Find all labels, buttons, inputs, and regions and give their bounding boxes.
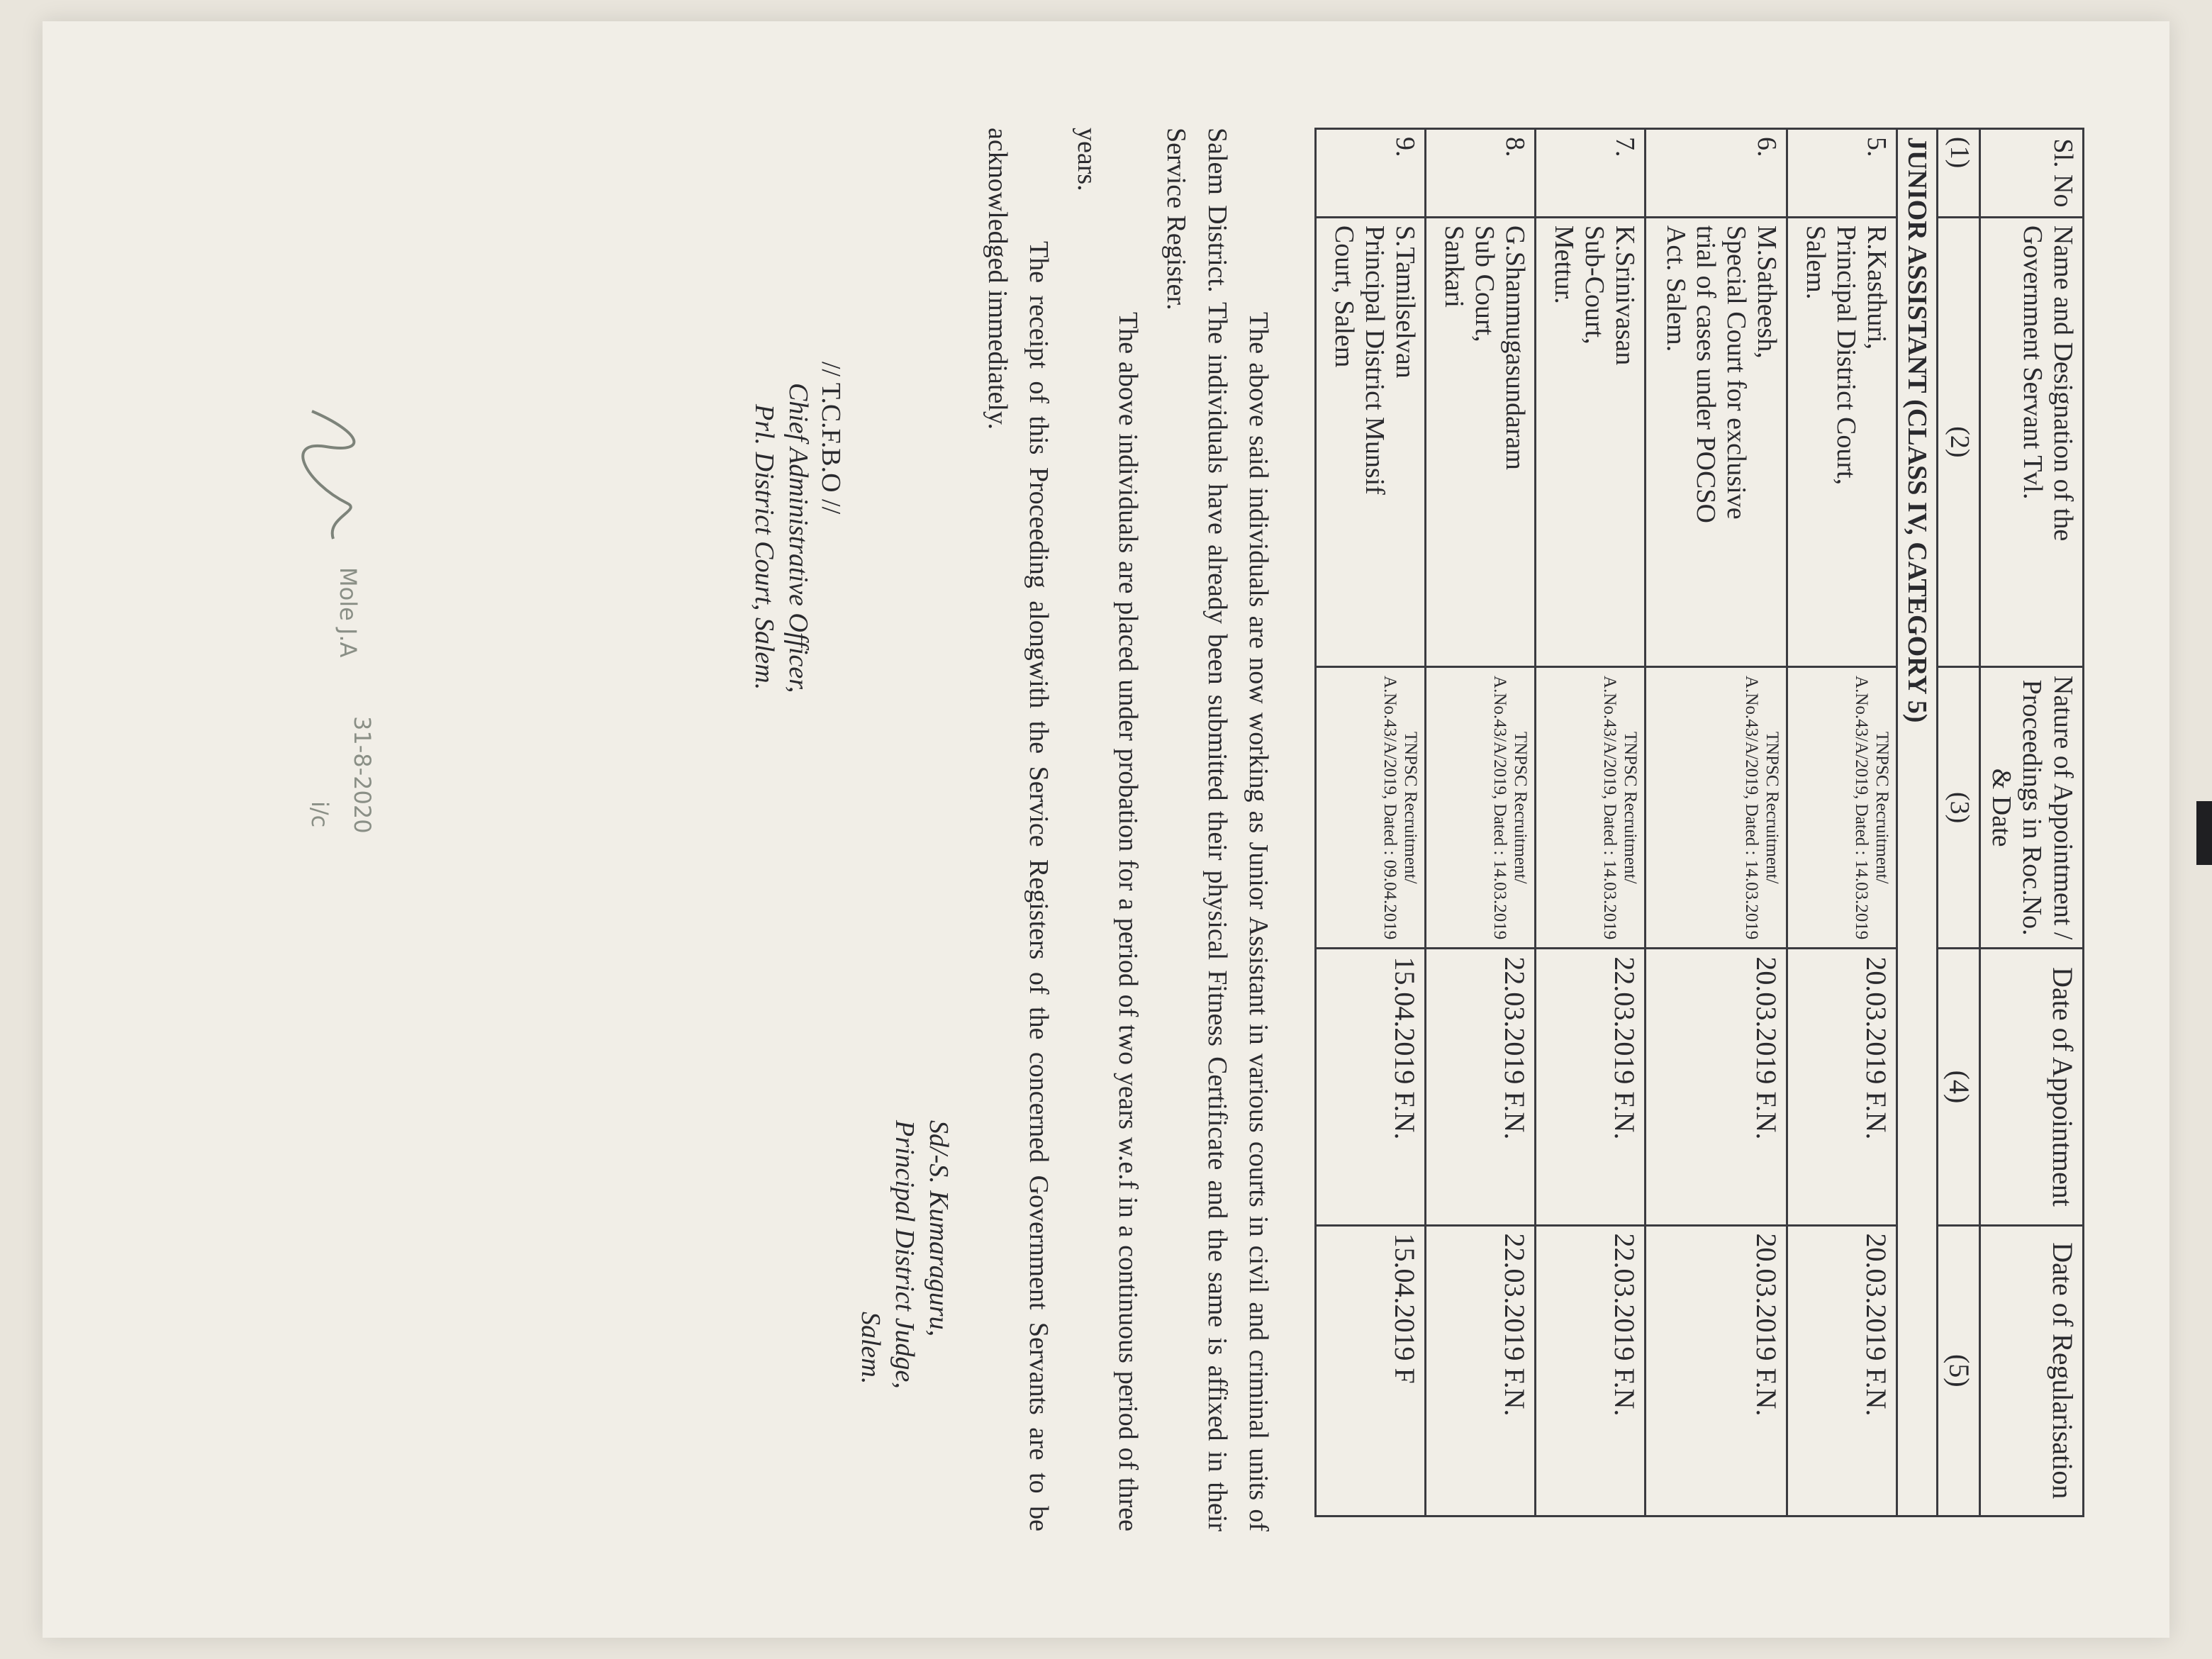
name-cell xyxy=(1787,217,1897,666)
officer-designation: Chief Administrative Officer, xyxy=(783,383,813,693)
appointment-date-cell: 20.03.2019 F.N. xyxy=(1787,949,1897,1225)
judge-signature-block xyxy=(854,1120,956,1531)
name-line: K.Srinivasan xyxy=(1609,225,1640,366)
name-cell xyxy=(1645,217,1787,666)
appointment-date-cell: 22.03.2019 F.N. xyxy=(1535,949,1645,1225)
nature-cell: TNPSC Recruitment/ A.No.43/A/2019, Dated : 14.03.2019 xyxy=(1425,666,1535,949)
name-line: Mettur. xyxy=(1549,225,1580,304)
sl-no-cell: 7. xyxy=(1535,129,1645,218)
name-line: Special Court for exclusive xyxy=(1721,225,1752,520)
document-content xyxy=(747,128,2084,1531)
table-row xyxy=(1315,129,1425,1516)
table-row xyxy=(1645,129,1787,1516)
name-cell xyxy=(1315,217,1425,666)
table-header-row xyxy=(1979,129,2083,1516)
paragraph-working-status: The above said individuals are now working as Junior Assistant in various courts in civil and criminal units of Salem District. The individuals have already been submitted their physical Fitness Certificate and the same is affixed in their Service Register. xyxy=(1161,128,1273,1531)
table-row xyxy=(1425,129,1535,1516)
name-line: Principal District Munsif xyxy=(1360,225,1390,495)
name-line: G.Shanmugasundaram xyxy=(1499,225,1530,470)
name-cell xyxy=(1425,217,1535,666)
regularisation-date-cell: 20.03.2019 F.N. xyxy=(1645,1225,1787,1516)
header-nature-of-appointment: Nature of Appointment / Proceedings in Roc.No. & Date xyxy=(1979,666,2083,949)
column-number-row xyxy=(1938,129,1980,1516)
sl-no-cell: 5. xyxy=(1787,129,1897,218)
name-line: M.Satheesh, xyxy=(1751,225,1782,359)
judge-place: Salem. xyxy=(855,1312,886,1385)
appointment-date-cell: 22.03.2019 F.N. xyxy=(1425,949,1535,1225)
section-heading-row xyxy=(1897,129,1938,1516)
regularisation-date-cell: 22.03.2019 F.N. xyxy=(1535,1225,1645,1516)
appointment-date-cell: 15.04.2019 F.N. xyxy=(1315,949,1425,1225)
regularisation-date-cell: 15.04.2019 F xyxy=(1315,1225,1425,1516)
column-number: (3) xyxy=(1938,666,1980,949)
name-cell xyxy=(1535,217,1645,666)
header-date-of-appointment: Date of Appointment xyxy=(1979,949,2083,1225)
header-date-of-regularisation: Date of Regularisation xyxy=(1979,1225,2083,1516)
officer-block xyxy=(747,383,815,1531)
binder-clip-edge xyxy=(2196,801,2212,865)
column-number: (1) xyxy=(1938,129,1980,218)
section-title: JUNIOR ASSISTANT (CLASS IV, CATEGORY 5) xyxy=(1897,129,1938,1516)
column-number: (5) xyxy=(1938,1225,1980,1516)
table-row xyxy=(1787,129,1897,1516)
column-number: (2) xyxy=(1938,217,1980,666)
name-line: trial of cases under POCSO xyxy=(1691,225,1721,523)
nature-cell: TNPSC Recruitment/ A.No.43/A/2019, Dated : 14.03.2019 xyxy=(1535,666,1645,949)
document-page xyxy=(43,21,2169,1638)
regularisation-date-cell: 20.03.2019 F.N. xyxy=(1787,1225,1897,1516)
officer-office: Prl. District Court, Salem. xyxy=(749,404,779,691)
appointment-date-cell: 20.03.2019 F.N. xyxy=(1645,949,1787,1225)
name-line: Principal District Court, xyxy=(1831,225,1862,486)
table-row xyxy=(1535,129,1645,1516)
name-line: S.Tamilselvan xyxy=(1390,225,1420,379)
column-number: (4) xyxy=(1938,949,1980,1225)
name-line: Sub Court, xyxy=(1470,225,1500,342)
sl-no-cell: 8. xyxy=(1425,129,1535,218)
sl-no-cell: 9. xyxy=(1315,129,1425,218)
name-line: Court, Salem xyxy=(1329,225,1360,368)
handwritten-signature xyxy=(291,404,376,900)
header-name-designation: Name and Designation of the Government Servant Tvl. xyxy=(1979,217,2083,666)
handwritten-date: 31-8-2020 xyxy=(349,716,376,834)
handwritten-note: i/c xyxy=(306,801,333,828)
true-copy-label: // T.C.F.B.O // xyxy=(815,362,846,515)
paragraph-acknowledgement: The receipt of this Proceeding alongwith the Service Registers of the concerned Government Servants are to be acknowledged immediately. xyxy=(982,128,1054,1531)
sl-no-cell: 6. xyxy=(1645,129,1787,218)
name-line: R.Kasthuri, xyxy=(1861,225,1892,350)
name-line: Salem. xyxy=(1801,225,1831,300)
paragraph-probation: The above individuals are placed under probation for a period of two years w.e.f in a continuous period of three years. xyxy=(1071,128,1143,1531)
judge-designation: Principal District Judge, xyxy=(889,1120,920,1389)
judge-name: Sd/-S. Kumaraguru, xyxy=(923,1120,954,1337)
name-line: Sub-Court, xyxy=(1580,225,1610,345)
header-sl-no: Sl. No xyxy=(1979,129,2083,218)
handwritten-initials: Mole J.A xyxy=(335,567,362,658)
name-line: Act. Salem. xyxy=(1660,225,1691,352)
name-line: Sankari xyxy=(1439,225,1470,308)
nature-cell: TNPSC Recruitment/ A.No.43/A/2019, Dated : 09.04.2019 xyxy=(1315,666,1425,949)
nature-cell: TNPSC Recruitment/ A.No.43/A/2019, Dated : 14.03.2019 xyxy=(1645,666,1787,949)
appointment-table xyxy=(1314,128,2084,1517)
nature-cell: TNPSC Recruitment/ A.No.43/A/2019, Dated : 14.03.2019 xyxy=(1787,666,1897,949)
regularisation-date-cell: 22.03.2019 F.N. xyxy=(1425,1225,1535,1516)
